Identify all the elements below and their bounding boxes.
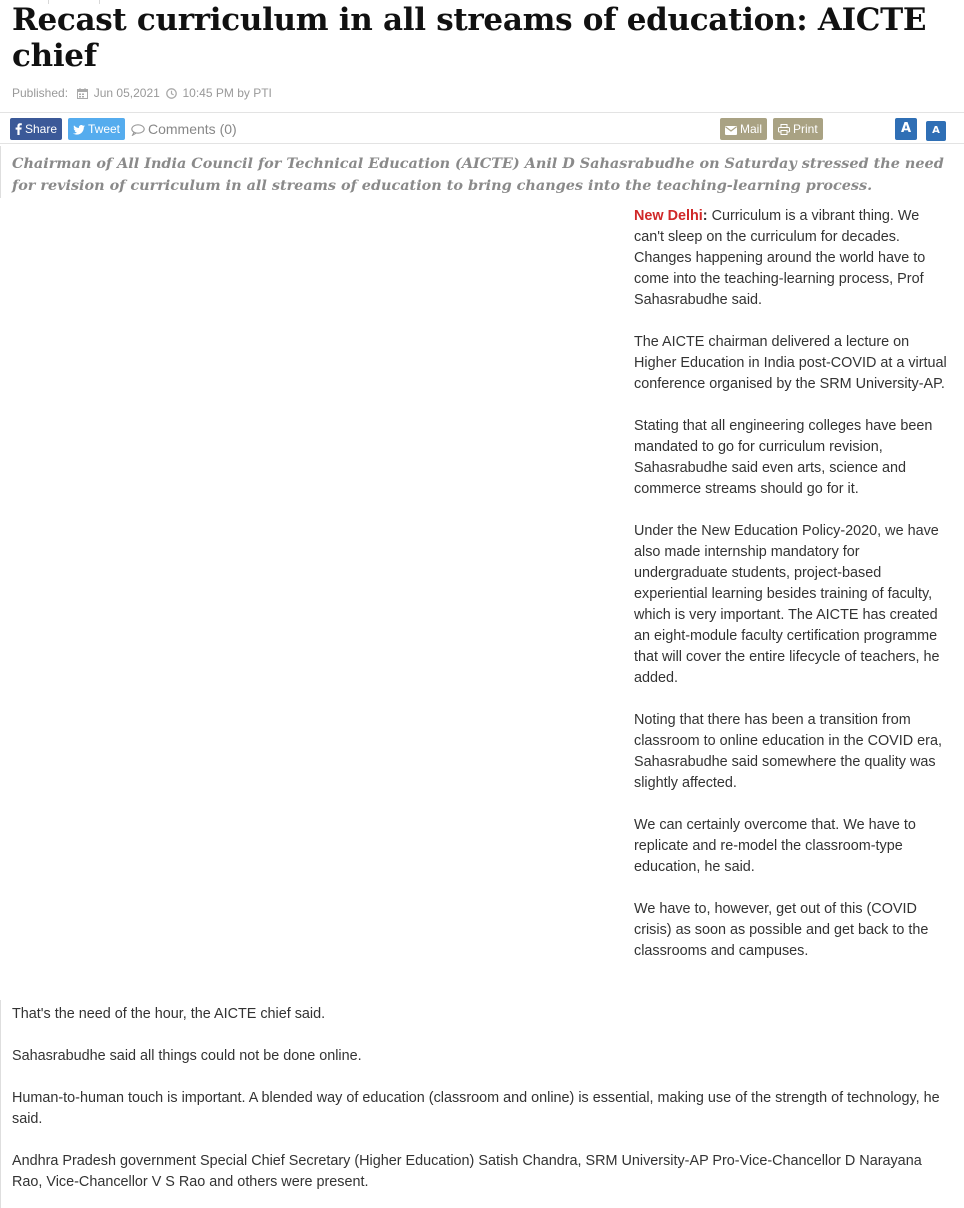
article-paragraph: We have to, however, get out of this (COVID crisis) as soon as possible and get back to the classrooms and campuses. [634, 901, 929, 959]
article-paragraph: Human-to-human touch is important. A blended way of education (classroom and online) is essential, making use of the strength of technology, he said. [12, 1090, 940, 1127]
content-left-rule [0, 1000, 1, 1208]
font-decrease-button[interactable]: A [926, 121, 946, 141]
article-paragraph: We can certainly overcome that. We have to replicate and re-model the classroom-type education, he said. [634, 817, 916, 875]
font-increase-button[interactable]: A [895, 118, 917, 140]
comments-label: Comments (0) [148, 121, 237, 137]
comments-link[interactable] [131, 118, 237, 142]
article-body-full-width [12, 1004, 946, 1208]
print-label: Print [793, 122, 818, 136]
ad-placeholder [12, 206, 612, 986]
article-paragraph: Sahasrabudhe said all things could not be done online. [12, 1048, 362, 1064]
clock-icon [166, 88, 177, 102]
published-label: Published: [12, 86, 69, 100]
article-paragraph: That's the need of the hour, the AICTE chief said. [12, 1006, 326, 1022]
facebook-share-button[interactable] [10, 118, 62, 140]
article-paragraph: Under the New Education Policy-2020, we have also made internship mandatory for undergraduate students, project-based experiential learning besides training of faculty, which is very important. The AICTE has created an eight-module faculty certification programme that will cover the entire lifecycle of teachers, he added. [634, 523, 940, 686]
tweet-button[interactable] [68, 118, 125, 140]
share-label: Share [25, 122, 58, 136]
twitter-icon [73, 120, 85, 142]
print-button[interactable] [773, 118, 823, 140]
mail-label: Mail [740, 122, 763, 136]
mail-button[interactable] [720, 118, 767, 140]
article-paragraph: The AICTE chairman delivered a lecture on Higher Education in India post-COVID at a virtual conference organised by the SRM University-AP. [634, 334, 947, 392]
facebook-icon [15, 120, 22, 142]
article-meta [12, 86, 272, 102]
print-icon [778, 120, 790, 142]
article-paragraph: Stating that all engineering colleges have been mandated to go for curriculum revision, Sahasrabudhe said even arts, science and commerce streams should go for it. [634, 418, 933, 497]
byline: by PTI [237, 86, 272, 100]
tweet-label: Tweet [88, 122, 121, 136]
comment-icon [131, 120, 145, 142]
envelope-icon [725, 120, 737, 142]
published-date: Jun 05,2021 [93, 86, 160, 100]
article-summary: Chairman of All India Council for Technical Education (AICTE) Anil D Sahasrabudhe on Saturday stressed the need for revision of curriculum in all streams of education to bring changes into the teaching-learning process. [12, 155, 944, 194]
published-time: 10:45 PM [182, 86, 234, 100]
article-paragraph: Andhra Pradesh government Special Chief Secretary (Higher Education) Satish Chandra, SRM University-AP Pro-Vice-Chancellor D Narayana Rao, Vice-Chancellor V S Rao and others were present. [12, 1153, 922, 1190]
content-left-rule [0, 146, 1, 198]
article-paragraph: Noting that there has been a transition from classroom to online education in the COVID era, Sahasrabudhe said somewhere the quality was slightly affected. [634, 712, 942, 791]
article-body-right-column [634, 206, 948, 983]
calendar-icon [77, 88, 88, 102]
article-paragraph: New Delhi: Curriculum is a vibrant thing. We can't sleep on the curriculum for decades. Changes happening around the world have to come into the teaching-learning process, Prof Sahasrabudhe said. [634, 208, 926, 308]
share-toolbar [0, 112, 964, 144]
dateline: New Delhi: [634, 208, 708, 224]
article-headline: Recast curriculum in all streams of education: AICTE chief [12, 2, 927, 74]
